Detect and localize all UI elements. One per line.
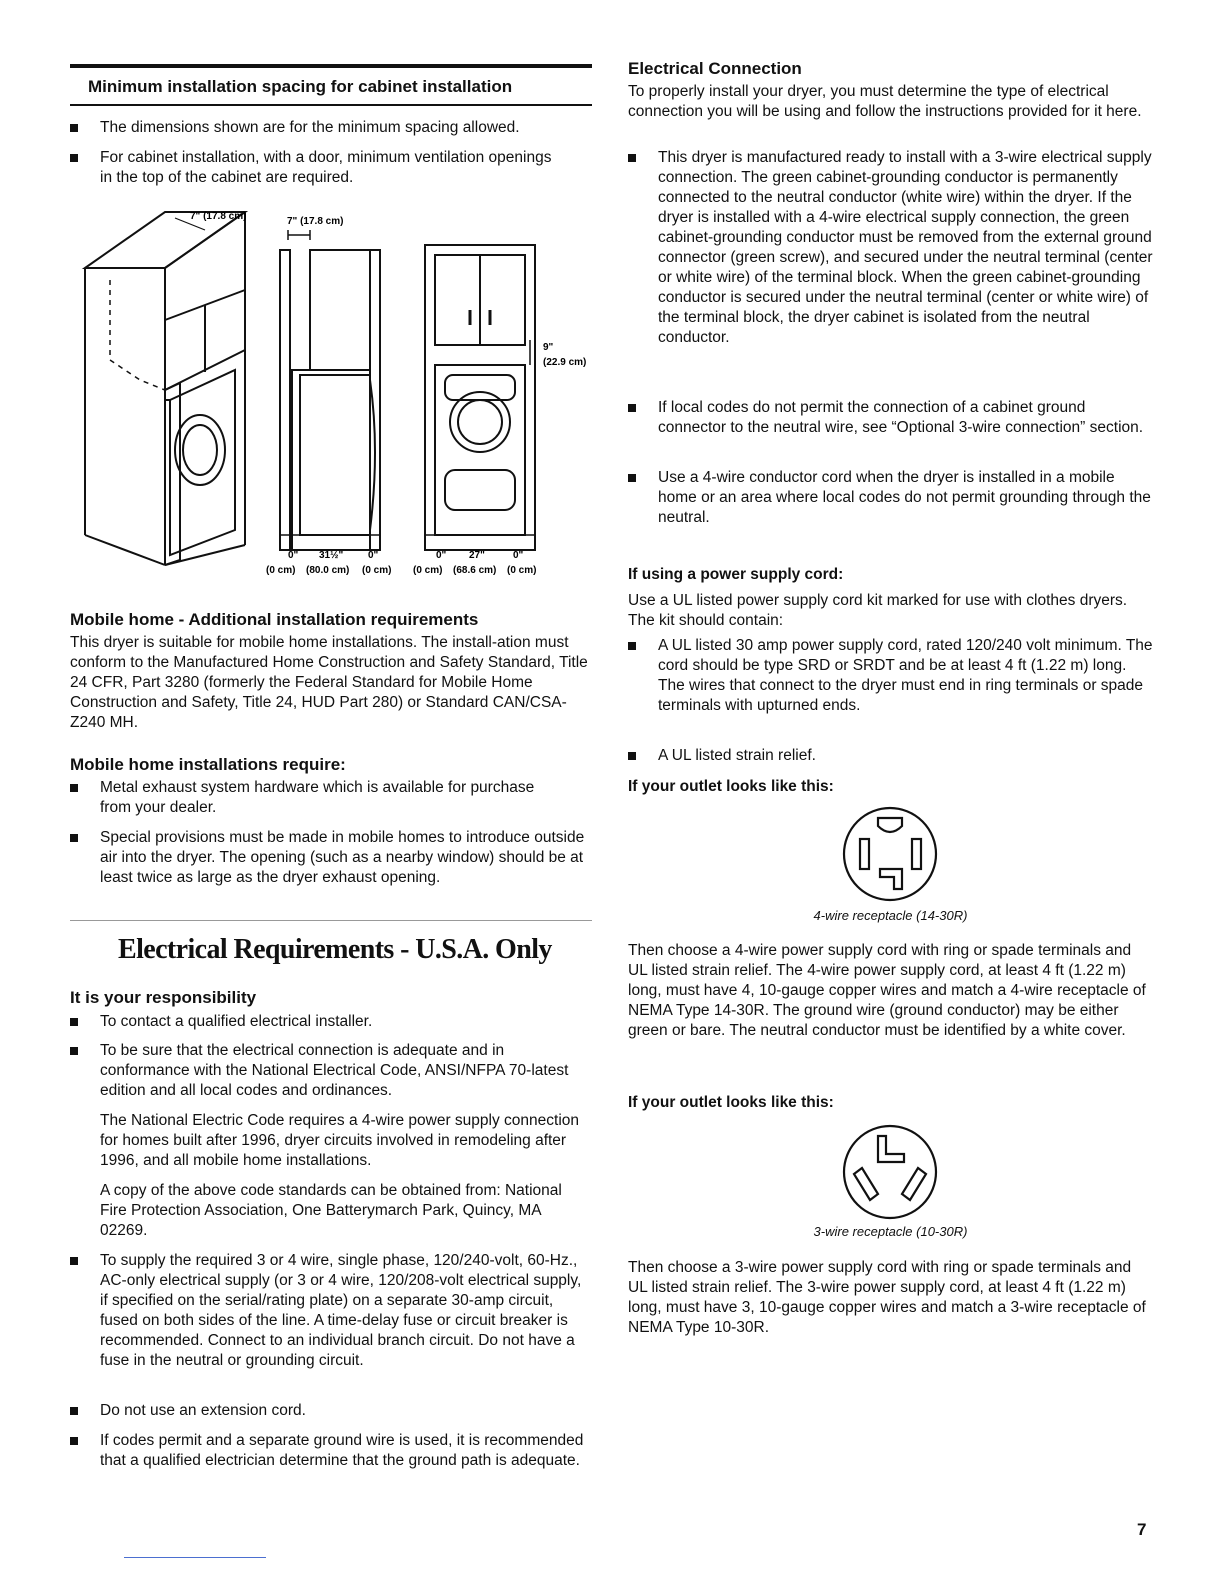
side-cm-1: (80.0 cm) bbox=[306, 565, 350, 576]
side-cm-2: (0 cm) bbox=[362, 565, 392, 576]
dim-side-cm-label: (22.9 cm) bbox=[543, 357, 587, 368]
connection-paragraph: To properly install your dryer, you must determine the type of electrical connection you will be using and follow the instructions provided for it here. bbox=[628, 83, 1142, 120]
bullet-icon bbox=[70, 1407, 78, 1415]
front-in-2: 0" bbox=[513, 550, 524, 561]
bullet-icon bbox=[628, 404, 636, 412]
bullet-icon bbox=[70, 834, 78, 842]
outlet1-heading: If your outlet looks like this: bbox=[628, 778, 834, 795]
front-in-1: 27" bbox=[469, 550, 485, 561]
outlet2-heading: If your outlet looks like this: bbox=[628, 1094, 834, 1111]
outlet1-paragraph: Then choose a 4-wire power supply cord with ring or spade terminals and UL listed strain relief. The 4-wire power supply cord, at least 4 ft (1.22 m) long, must have 4, 10-gauge copper wires and match a 4-wire receptacle of NEMA Type 14-30R. The ground wire (ground conductor) may be either green or bare. The neutral conductor must be identified by a white cover. bbox=[628, 942, 1146, 1039]
side-cm-0: (0 cm) bbox=[266, 565, 296, 576]
front-cm-0: (0 cm) bbox=[413, 565, 443, 576]
bullet-icon bbox=[628, 474, 636, 482]
dim-top1-label: 7" (17.8 cm) bbox=[190, 211, 247, 222]
bullet-icon bbox=[628, 752, 636, 760]
bullet-icon bbox=[70, 124, 78, 132]
bullet-icon bbox=[70, 154, 78, 162]
3-wire-receptacle-icon bbox=[840, 1122, 940, 1222]
mobile-req-heading: Mobile home installations require: bbox=[70, 755, 346, 774]
mobile-heading: Mobile home - Additional installation requirements bbox=[70, 610, 479, 629]
bullet-icon bbox=[70, 1437, 78, 1445]
nec-paragraph: The National Electric Code requires a 4-wire power supply connection for homes built after 1996, dryer circuits involved in remodeling after 1996, and all mobile home installations. bbox=[100, 1112, 580, 1169]
front-cm-2: (0 cm) bbox=[507, 565, 537, 576]
page-number: 7 bbox=[1137, 1520, 1147, 1539]
top-rule bbox=[70, 64, 592, 68]
dim-side-in-label: 9" bbox=[543, 342, 554, 353]
bullet-icon bbox=[70, 1018, 78, 1026]
power-cord-heading: If using a power supply cord: bbox=[628, 566, 844, 583]
outlet2-caption: 3-wire receptacle (10-30R) bbox=[813, 1224, 968, 1239]
mobile-paragraph: This dryer is suitable for mobile home installations. The install-ation must conform to the Manufactured Home Construction and Safety Standard, Title 24 CFR, Part 3280 (formerly the Federal Standard for Mobile Home Construction and Safety, Title 24, HUD Part 280) or Standard CAN/CSA-Z240 MH. bbox=[70, 634, 588, 731]
heading-underline bbox=[70, 104, 592, 106]
footer-link-line bbox=[124, 1557, 266, 1558]
electrical-requirements-title: Electrical Requirements - U.S.A. Only bbox=[118, 934, 552, 965]
outlet1-caption: 4-wire receptacle (14-30R) bbox=[813, 908, 968, 923]
code-copy-paragraph: A copy of the above code standards can be obtained from: National Fire Protection Association, One Batterymarch Park, Quincy, MA 02269. bbox=[100, 1182, 562, 1239]
responsibility-heading: It is your responsibility bbox=[70, 988, 257, 1007]
4-wire-receptacle-icon bbox=[838, 804, 942, 904]
side-in-2: 0" bbox=[368, 550, 379, 561]
cabinet-spacing-diagram bbox=[70, 200, 610, 585]
cord-paragraph: Use a UL listed power supply cord kit marked for use with clothes dryers. The kit should contain: bbox=[628, 592, 1128, 629]
spacing-heading: Minimum installation spacing for cabinet installation bbox=[88, 77, 513, 96]
bullet-icon bbox=[628, 642, 636, 650]
dim-top2-label: 7" (17.8 cm) bbox=[287, 216, 344, 227]
front-cm-1: (68.6 cm) bbox=[453, 565, 497, 576]
electrical-connection-heading: Electrical Connection bbox=[628, 59, 802, 78]
side-in-1: 31½" bbox=[319, 550, 344, 561]
bullet-icon bbox=[70, 1257, 78, 1265]
bullet-icon bbox=[70, 1047, 78, 1055]
section-divider bbox=[70, 920, 592, 921]
bullet-icon bbox=[70, 784, 78, 792]
side-in-0: 0" bbox=[288, 550, 299, 561]
outlet2-paragraph: Then choose a 3-wire power supply cord with ring or spade terminals and UL listed strain relief. The 3-wire power supply cord, at least 4 ft (1.22 m) long, must have 3, 10-gauge copper wires and match a 3-wire receptacle of NEMA Type 10-30R. bbox=[628, 1259, 1146, 1336]
front-in-0: 0" bbox=[436, 550, 447, 561]
bullet-icon bbox=[628, 154, 636, 162]
